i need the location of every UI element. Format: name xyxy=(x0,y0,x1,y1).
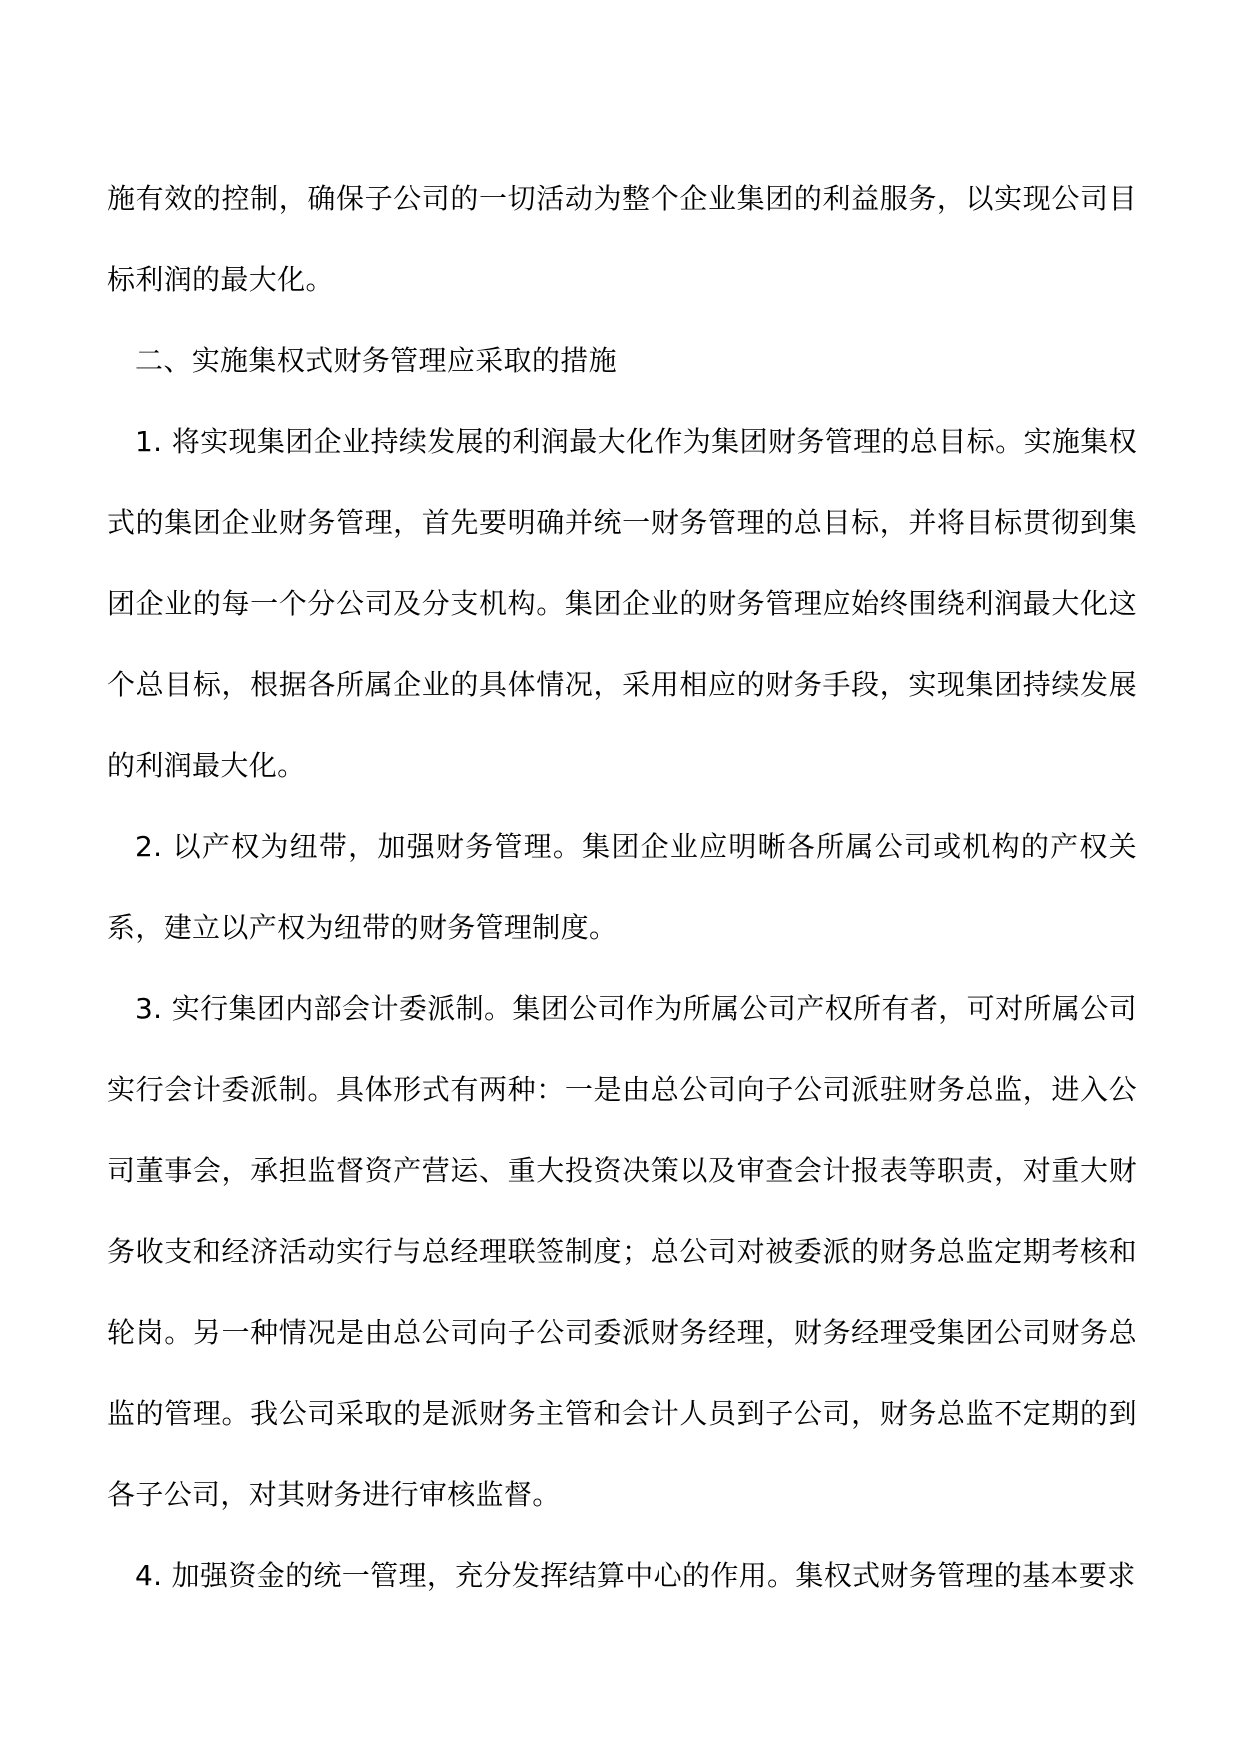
paragraph-item-3: 3. 实行集团内部会计委派制。集团公司作为所属公司产权所有者，可对所属公司实行会计委派制。具体形式有两种：一是由总公司向子公司派驻财务总监，进入公司董事会，承担监督资产营运、重大投资决策以及审查会计报表等职责，对重大财务收支和经济活动实行与总经理联签制度；总公司对被委派的财务总监定期考核和轮岗。另一种情况是由总公司向子公司委派财务经理，财务经理受集团公司财务总监的管理。我公司采取的是派财务主管和会计人员到子公司，财务总监不定期的到各子公司，对其财务进行审核监督。 xyxy=(107,992,1137,1511)
paragraph-item-2: 2. 以产权为纽带，加强财务管理。集团企业应明晰各所属公司或机构的产权关系，建立以产权为纽带的财务管理制度。 xyxy=(107,830,1137,944)
paragraph-item-4: 4. 加强资金的统一管理，充分发挥结算中心的作用。集权式财务管理的基本要求 xyxy=(135,1559,1136,1592)
paragraph-item-1: 1. 将实现集团企业持续发展的利润最大化作为集团财务管理的总目标。实施集权式的集团企业财务管理，首先要明确并统一财务管理的总目标，并将目标贯彻到集团企业的每一个分公司及分支机构。集团企业的财务管理应始终围绕利润最大化这个总目标，根据各所属企业的具体情况，采用相应的财务手段，实现集团持续发展的利润最大化。 xyxy=(107,425,1137,782)
paragraph-continuation: 施有效的控制，确保子公司的一切活动为整个企业集团的利益服务，以实现公司目标利润的最大化。 xyxy=(107,182,1137,296)
section-heading: 二、实施集权式财务管理应采取的措施 xyxy=(135,344,617,377)
document-body xyxy=(107,158,1137,1616)
